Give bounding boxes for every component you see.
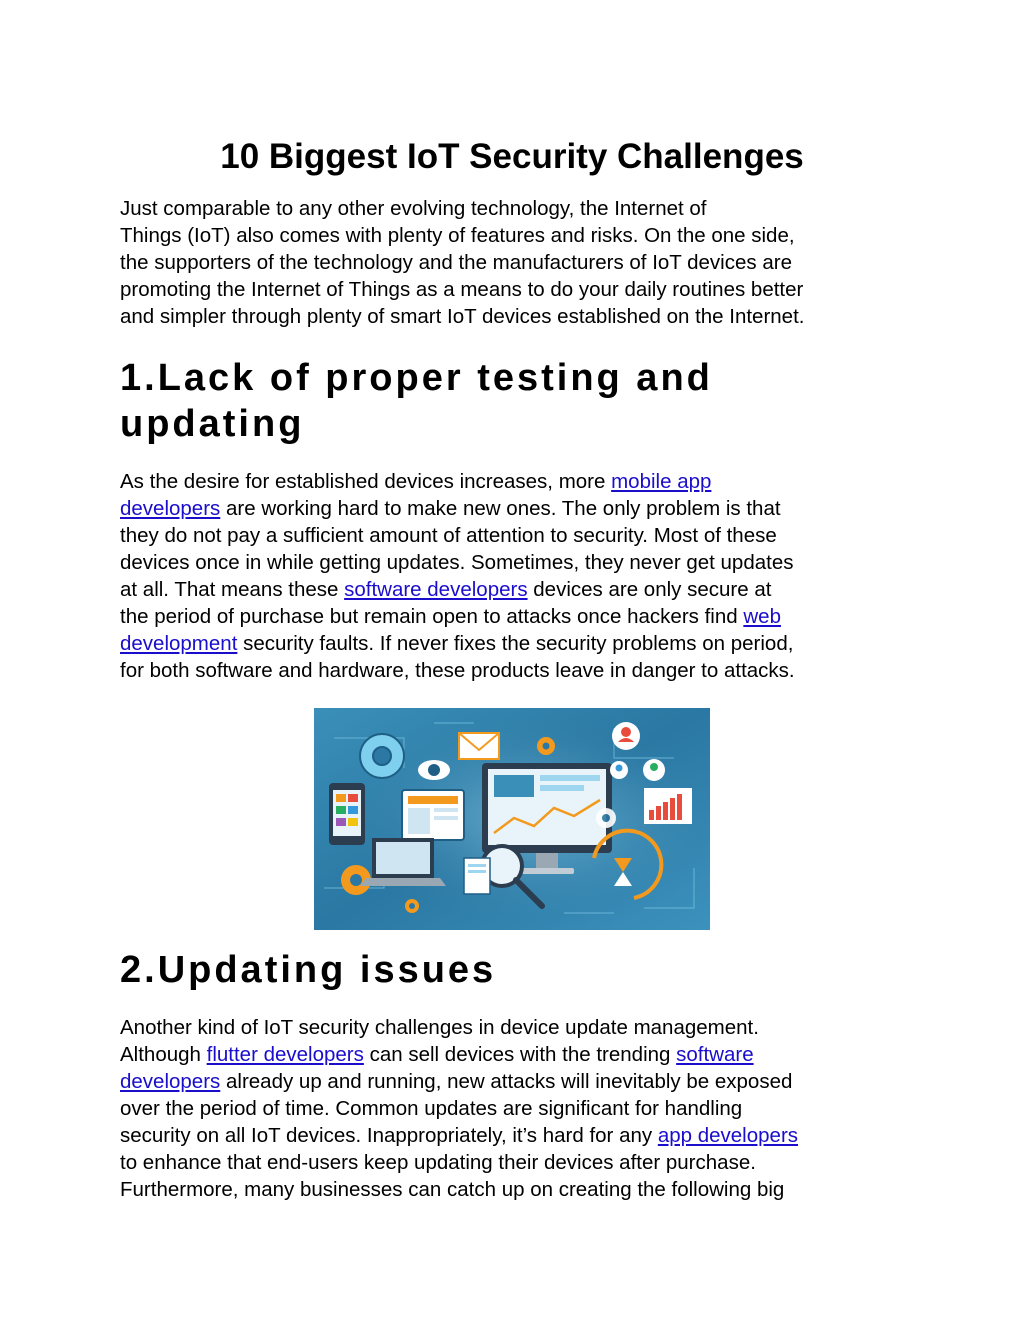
text-run: Although [120, 1043, 207, 1066]
paragraph-line [120, 1122, 910, 1149]
paragraph-line: for both software and hardware, these products leave in danger to attacks. [120, 659, 795, 682]
mobile-app-developers-link-cont[interactable]: developers [120, 497, 221, 520]
intro-line: Just comparable to any other evolving technology, the Internet of [120, 197, 707, 220]
paragraph-line [120, 603, 910, 630]
software-developers-link[interactable]: software developers [344, 578, 528, 601]
paragraph-line: devices once in while getting updates. Sometimes, they never get updates [120, 551, 794, 574]
eye-icon [418, 760, 450, 780]
section1-heading-line: 1.Lack of proper testing and [120, 357, 713, 399]
web-development-link[interactable]: web [743, 605, 781, 628]
web-development-link-cont[interactable]: development [120, 632, 238, 655]
text-run: at all. That means these [120, 578, 345, 601]
paragraph-line: Furthermore, many businesses can catch up on creating the following big [120, 1178, 785, 1201]
page-title: 10 Biggest IoT Security Challenges [220, 137, 804, 176]
section2-paragraph [120, 1014, 910, 1203]
paragraph-line: to enhance that end-users keep updating their devices after purchase. [120, 1151, 756, 1174]
laptop-icon [360, 838, 446, 886]
smartphone-icon [329, 783, 365, 845]
section1-heading [120, 355, 910, 447]
intro-line: Things (IoT) also comes with plenty of features and risks. On the one side, [120, 224, 795, 247]
text-run: security on all IoT devices. Inappropriately, it’s hard for any [120, 1124, 658, 1147]
email-icon [459, 733, 499, 759]
section2-heading: 2.Updating issues [120, 949, 497, 991]
text-run: devices are only secure at [527, 578, 772, 601]
gear-icon [596, 808, 616, 828]
paragraph-line [120, 630, 910, 657]
section1-heading-line: updating [120, 403, 305, 445]
paragraph-line: over the period of time. Common updates are significant for handling [120, 1097, 743, 1120]
gear-icon [360, 734, 404, 778]
text-run: As the desire for established devices increases, more [120, 470, 612, 493]
intro-paragraph [120, 195, 910, 330]
paragraph-line [120, 576, 910, 603]
app-developers-link[interactable]: app developers [657, 1124, 799, 1147]
iot-illustration [314, 708, 710, 930]
document-icon [464, 858, 490, 894]
text-run: the period of purchase but remain open to attacks once hackers find [120, 605, 744, 628]
flutter-developers-link[interactable]: flutter developers [206, 1043, 364, 1066]
section1-paragraph [120, 468, 910, 684]
paragraph-line: Another kind of IoT security challenges in device update management. [120, 1016, 759, 1039]
text-run: can sell devices with the trending [363, 1043, 677, 1066]
intro-line: the supporters of the technology and the manufacturers of IoT devices are [120, 251, 792, 274]
paragraph-line [120, 495, 910, 522]
software-developers-link-2[interactable]: software [676, 1043, 754, 1066]
paragraph-line [120, 468, 910, 495]
software-developers-link-2-cont[interactable]: developers [120, 1070, 221, 1093]
text-run: already up and running, new attacks will inevitably be exposed [220, 1070, 793, 1093]
text-run: are working hard to make new ones. The only problem is that [220, 497, 781, 520]
paragraph-line [120, 1041, 910, 1068]
text-run: security faults. If never fixes the security problems on period, [237, 632, 794, 655]
paragraph-line: they do not pay a sufficient amount of attention to security. Most of these [120, 524, 777, 547]
bar-chart-icon [644, 788, 692, 824]
paragraph-line [120, 1068, 910, 1095]
intro-line: and simpler through plenty of smart IoT devices established on the Internet. [120, 305, 805, 328]
intro-line: promoting the Internet of Things as a means to do your daily routines better [120, 278, 804, 301]
tablet-icon [402, 790, 464, 840]
mobile-app-developers-link[interactable]: mobile app [611, 470, 712, 493]
